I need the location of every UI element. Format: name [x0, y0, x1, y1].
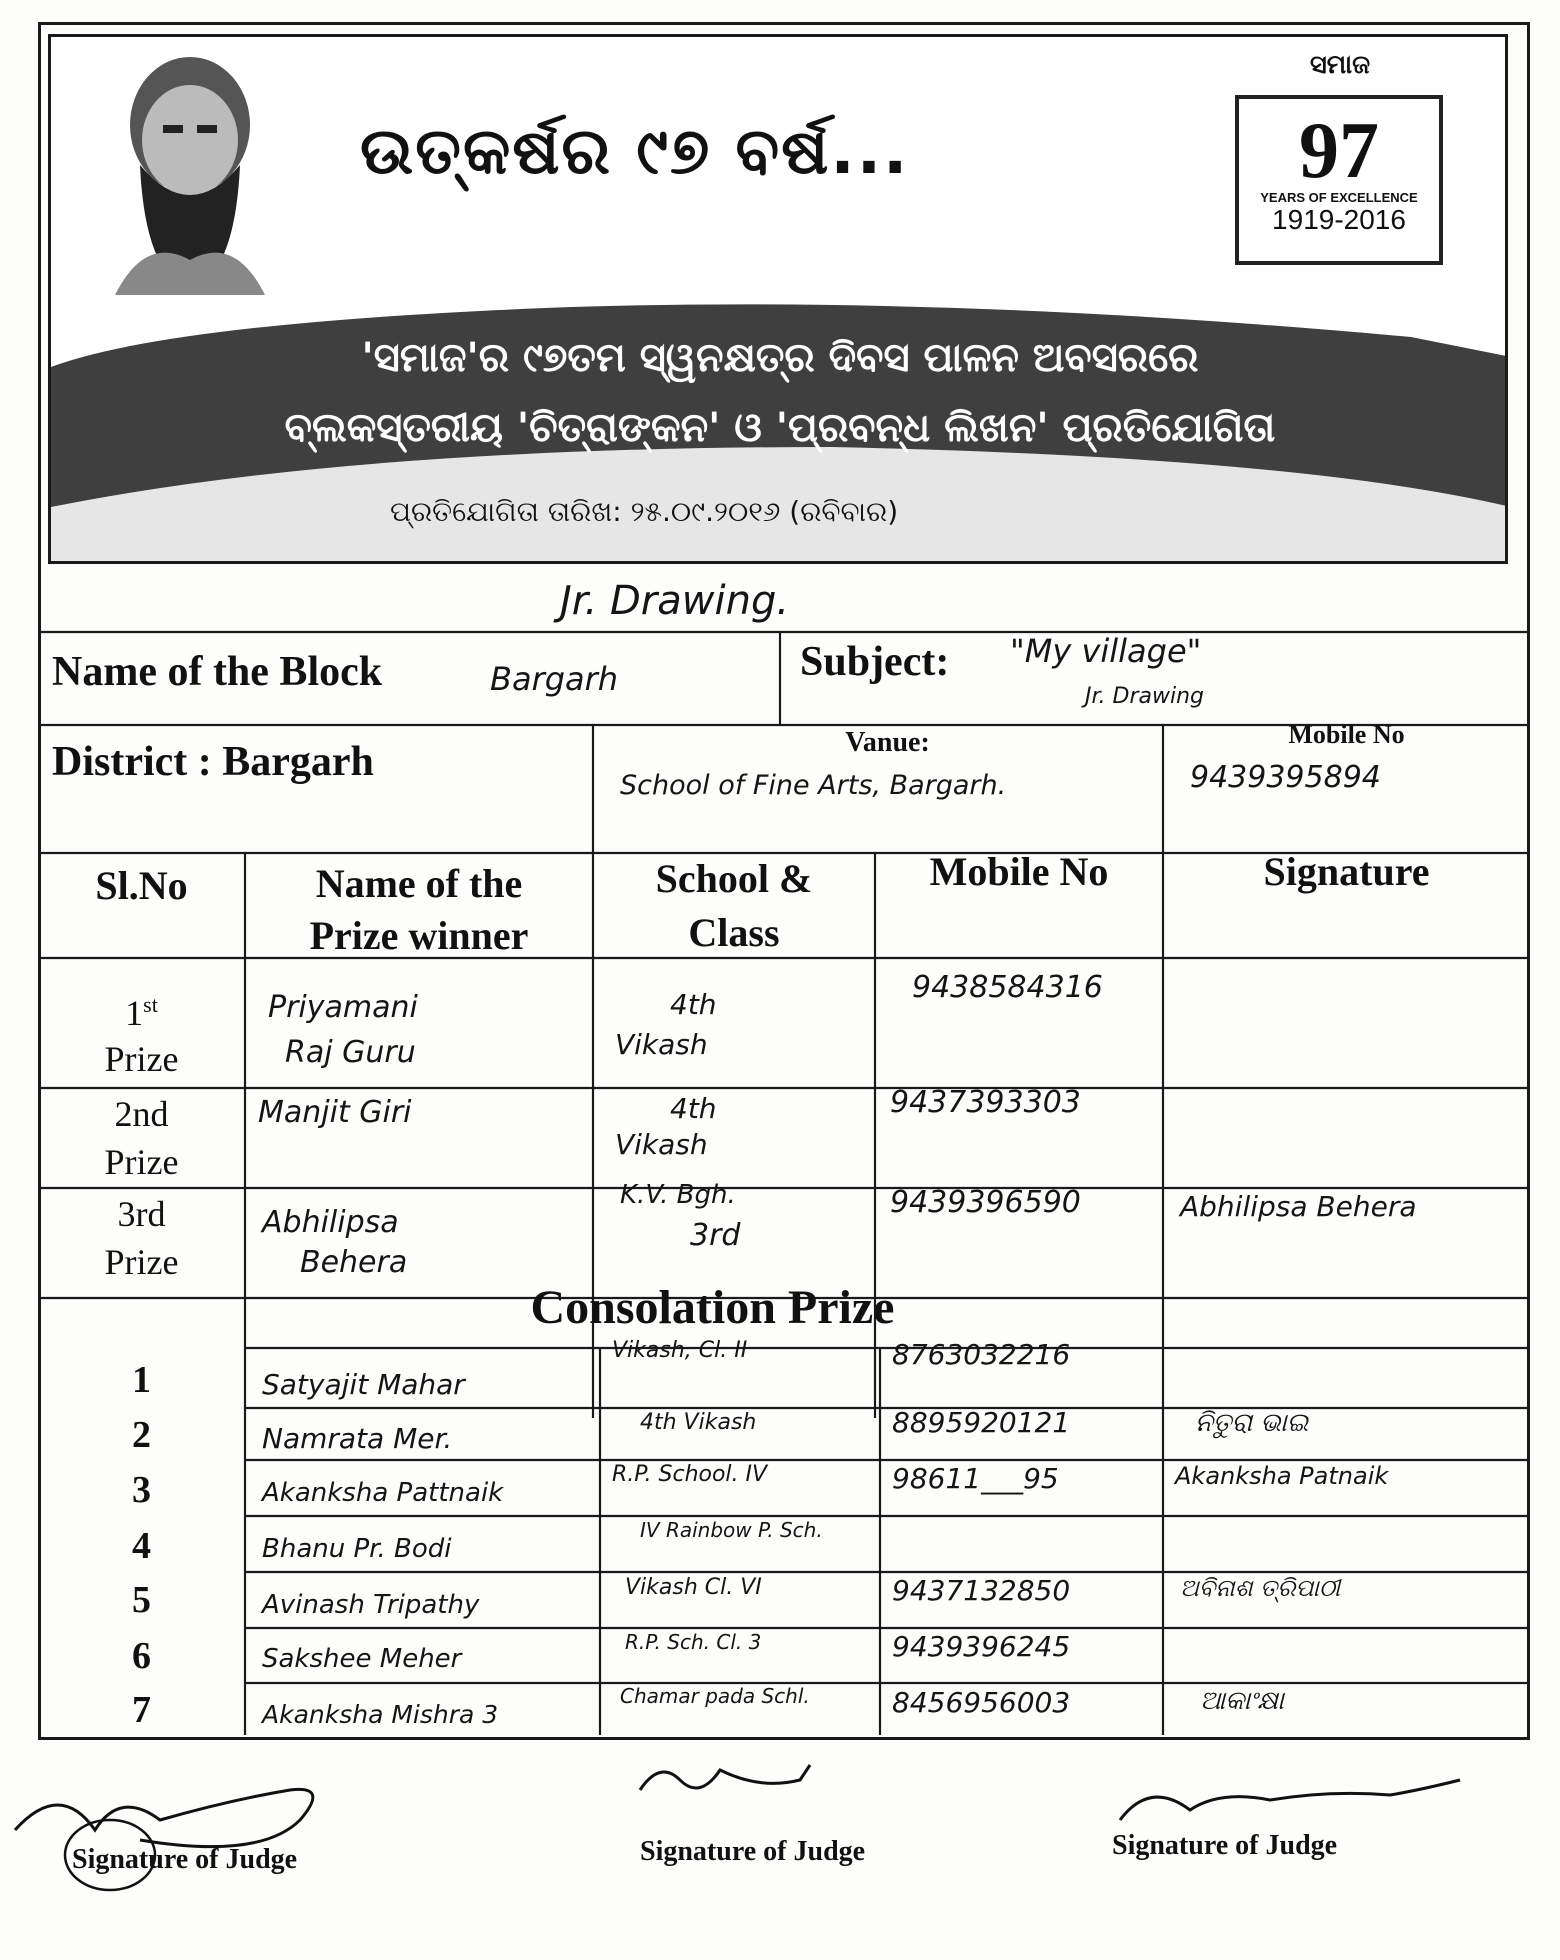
- consolation-7-mobile: 8456956003: [892, 1686, 1071, 1719]
- prize-1-name-line1: Priyamani: [268, 990, 418, 1025]
- prize-2-school-line1: 4th: [670, 1092, 717, 1125]
- logo-years: 97: [1299, 107, 1379, 195]
- venue-mobile-value: 9439395894: [1190, 760, 1381, 795]
- consolation-3-no: 3: [132, 1469, 151, 1511]
- block-value: Bargarh: [490, 660, 619, 698]
- consolation-2-mobile: 8895920121: [892, 1406, 1071, 1439]
- category-note: Jr. Drawing.: [560, 578, 790, 624]
- consolation-6-mobile: 9439396245: [892, 1630, 1071, 1663]
- header-signature: Signature: [1263, 849, 1430, 894]
- prize-3-label: Prize: [104, 1242, 179, 1282]
- prize-2-label: Prize: [104, 1142, 179, 1182]
- consolation-5-no: 5: [132, 1579, 151, 1621]
- header-mobile: Mobile No: [929, 849, 1109, 894]
- prize-1-school-line2: Vikash: [615, 1028, 708, 1061]
- consolation-4-name: Bhanu Pr. Bodi: [262, 1534, 452, 1564]
- consolation-2-school: 4th Vikash: [640, 1410, 757, 1435]
- consolation-2-name: Namrata Mer.: [262, 1422, 453, 1455]
- prize-1-name-line2: Raj Guru: [285, 1035, 416, 1070]
- prize-3-name-line1: Abhilipsa: [262, 1205, 399, 1240]
- banner-title: ଉତ୍କର୍ଷର ୯୭ ବର୍ଷ...: [360, 115, 910, 189]
- logo-tagline: YEARS OF EXCELLENCE: [1260, 190, 1418, 205]
- prize-2-school-line2: Vikash: [615, 1128, 708, 1161]
- prize-3-name-line2: Behera: [300, 1245, 408, 1280]
- prize-1-mobile: 9438584316: [912, 970, 1103, 1005]
- prize-1-label: Prize: [104, 1039, 179, 1079]
- consolation-5-mobile: 9437132850: [892, 1574, 1071, 1607]
- consolation-1-school: Vikash, Cl. II: [612, 1338, 748, 1363]
- consolation-5-signature: ଅବିନାଶ ତ୍ରିପାଠୀ: [1180, 1574, 1341, 1602]
- district-label: District : Bargarh: [52, 739, 374, 785]
- consolation-5-name: Avinash Tripathy: [262, 1590, 480, 1620]
- logo-name: ସମାଜ: [1309, 50, 1371, 80]
- consolation-1-no: 1: [132, 1359, 151, 1401]
- consolation-2-no: 2: [132, 1414, 151, 1456]
- header-school-line1: School &: [655, 856, 813, 901]
- judge-signature-label-1: Signature of Judge: [72, 1844, 298, 1875]
- venue-value: School of Fine Arts, Bargarh.: [620, 770, 1007, 801]
- prize-3-mobile: 9439396590: [890, 1185, 1081, 1220]
- banner-subtitle-2: ବ୍ଲକସ୍ତରୀୟ 'ଚିତ୍ରାଙ୍କନ' ଓ 'ପ୍ରବନ୍ଧ ଲିଖନ' ପ୍ରତିଯୋଗିତା: [284, 405, 1276, 451]
- consolation-7-no: 7: [132, 1689, 151, 1731]
- consolation-1-name: Satyajit Mahar: [262, 1368, 465, 1401]
- consolation-7-signature: ଆକାଂକ୍ଷା: [1200, 1686, 1284, 1716]
- consolation-7-name: Akanksha Mishra 3: [262, 1700, 499, 1729]
- consolation-1-mobile: 8763032216: [892, 1338, 1071, 1371]
- judge-signature-label-3: Signature of Judge: [1112, 1830, 1338, 1861]
- consolation-3-name: Akanksha Pattnaik: [262, 1478, 504, 1508]
- consolation-6-no: 6: [132, 1635, 151, 1677]
- subject-label: Subject:: [800, 639, 950, 685]
- competition-date: ପ୍ରତିଯୋଗିତା ତାରିଖ: ୨୫.୦୯.୨୦୧୬ (ରବିବାର): [390, 495, 899, 528]
- prize-3-number: 3rd: [117, 1194, 166, 1234]
- consolation-6-name: Sakshee Meher: [262, 1644, 462, 1674]
- header-name-line2: Prize winner: [309, 913, 529, 958]
- consolation-3-mobile: 98611___95: [892, 1462, 1059, 1495]
- consolation-4-no: 4: [132, 1525, 151, 1567]
- consolation-6-school: R.P. Sch. Cl. 3: [625, 1630, 762, 1654]
- prize-3-signature: Abhilipsa Behera: [1180, 1190, 1417, 1223]
- subject-value: "My village": [1010, 632, 1202, 670]
- header-name-line1: Name of the: [315, 861, 523, 906]
- prize-1-number: 1: [125, 993, 144, 1033]
- header-school-line2: Class: [688, 910, 780, 955]
- block-label: Name of the Block: [52, 649, 383, 695]
- consolation-5-school: Vikash Cl. VI: [625, 1575, 762, 1600]
- banner-subtitle-1: 'ସମାଜ'ର ୯୭ତମ ସ୍ୱନକ୍ଷତ୍ର ଦିବସ ପାଳନ ଅବସରରେ: [361, 335, 1199, 381]
- consolation-3-signature: Akanksha Patnaik: [1175, 1462, 1389, 1490]
- consolation-3-school: R.P. School. IV: [612, 1462, 768, 1487]
- venue-label: Vanue:: [845, 727, 930, 758]
- consolation-title: Consolation Prize: [530, 1281, 895, 1334]
- subject-note: Jr. Drawing: [1085, 684, 1204, 709]
- consolation-4-school: IV Rainbow P. Sch.: [640, 1518, 823, 1542]
- prize-1-school-line1: 4th: [670, 988, 717, 1021]
- header-slno: Sl.No: [95, 863, 188, 908]
- consolation-2-signature: ନିତୁରା ଭାଇ: [1195, 1408, 1309, 1438]
- prize-2-name-line1: Manjit Giri: [258, 1095, 412, 1130]
- judge-signature-label-2: Signature of Judge: [640, 1836, 866, 1867]
- prize-3-school-line1: K.V. Bgh.: [620, 1180, 736, 1210]
- prize-2-number: 2nd: [114, 1094, 169, 1134]
- prize-2-mobile: 9437393303: [890, 1085, 1081, 1120]
- venue-mobile-label: Mobile No: [1288, 720, 1405, 749]
- prize-1-suffix: st: [143, 992, 158, 1017]
- logo-range: 1919-2016: [1272, 204, 1406, 235]
- prize-3-school-line2: 3rd: [690, 1218, 741, 1253]
- consolation-7-school: Chamar pada Schl.: [620, 1684, 810, 1708]
